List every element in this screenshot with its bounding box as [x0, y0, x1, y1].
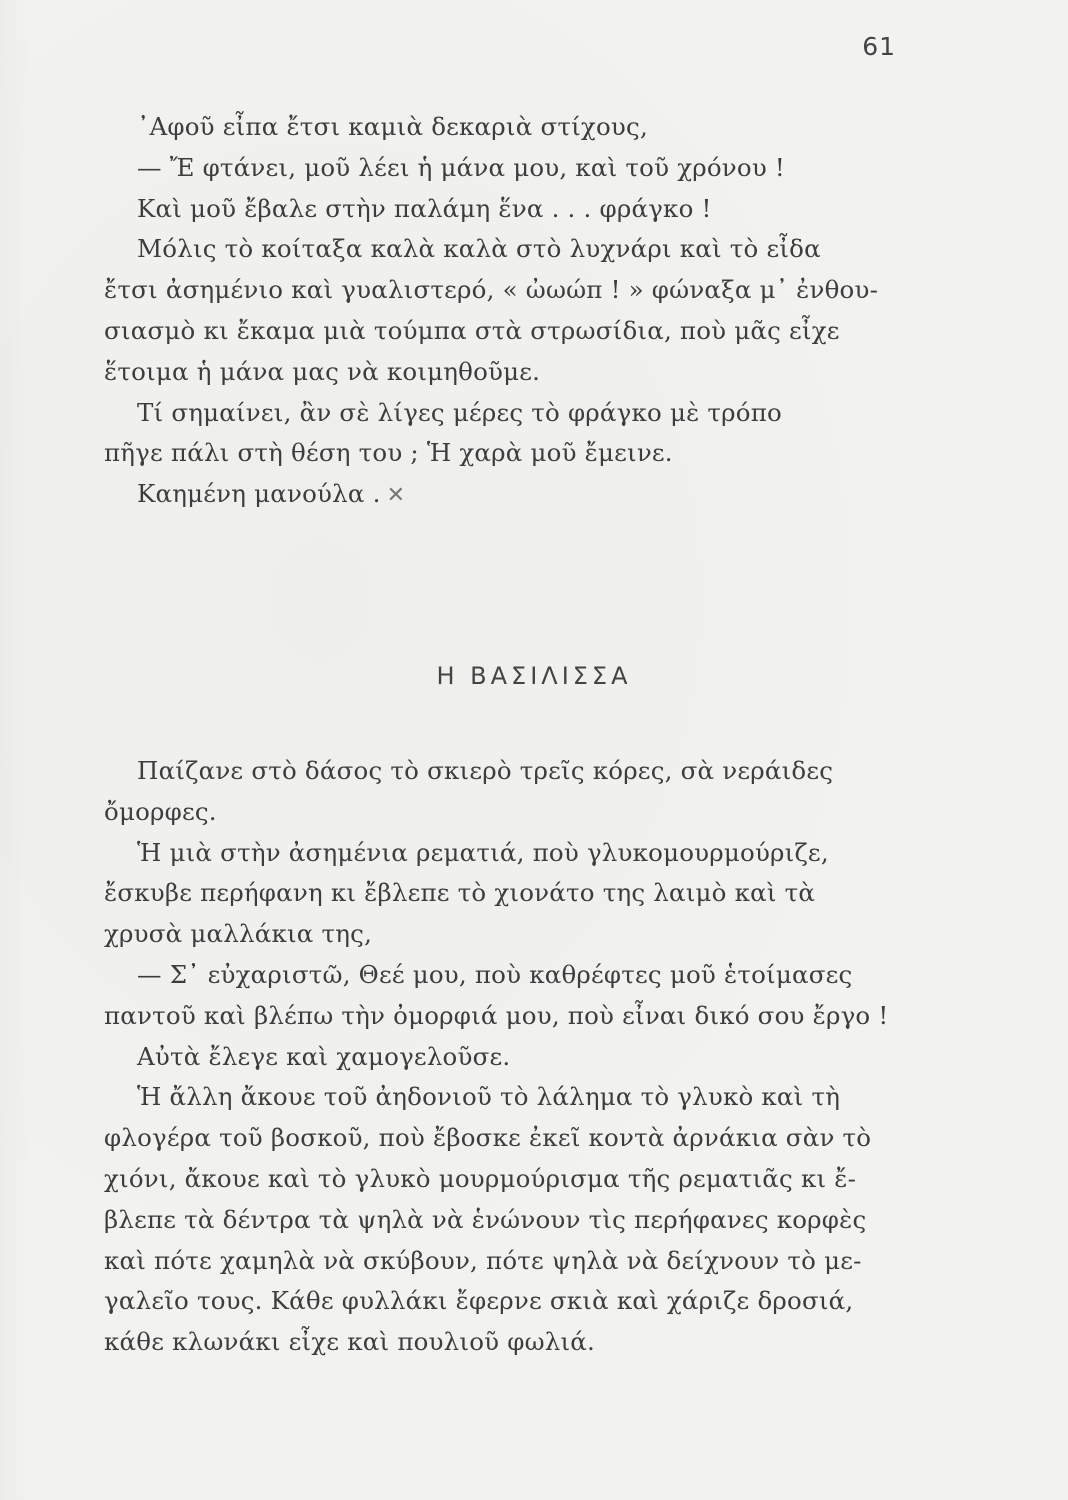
- text-line: καὶ πότε χαμηλὰ νὰ σκύβουν, πότε ψηλὰ νὰ δείχνουν τὸ με-: [104, 1245, 862, 1275]
- text-line: ἕτοιμα ἡ μάνα μας νὰ κοιμηθοῦμε.: [104, 356, 541, 386]
- end-mark-icon: ✕: [386, 483, 406, 509]
- text-line: βλεπε τὰ δέντρα τὰ ψηλὰ νὰ ἑνώνουν τὶς περήφανες κορφὲς: [104, 1204, 867, 1234]
- text-line: χιόνι, ἄκουε καὶ τὸ γλυκὸ μουρμούρισμα τῆς ρεματιᾶς κι ἔ-: [104, 1163, 857, 1193]
- text-line: ἔσκυβε περήφανη κι ἔβλεπε τὸ χιονάτο της λαιμὸ καὶ τὰ: [104, 878, 816, 908]
- text-line: Μόλις τὸ κοίταξα καλὰ καλὰ στὸ λυχνάρι καὶ τὸ εἶδα: [137, 234, 821, 264]
- section-2-text: [104, 751, 924, 1363]
- text-line: παντοῦ καὶ βλέπω τὴν ὀμορφιά μου, ποὺ εἶναι δικό σου ἔργο !: [104, 1000, 889, 1030]
- text-line: — Ἔ φτάνει, μοῦ λέει ἡ μάνα μου, καὶ τοῦ χρόνου !: [137, 152, 785, 182]
- text-line: σιασμὸ κι ἔκαμα μιὰ τούμπα στὰ στρωσίδια, ποὺ μᾶς εἶχε: [104, 315, 840, 345]
- text-line: κάθε κλωνάκι εἶχε καὶ πουλιοῦ φωλιά.: [104, 1327, 596, 1357]
- text-line: Ἡ ἄλλη ἄκουε τοῦ ἀηδονιοῦ τὸ λάλημα τὸ γλυκὸ καὶ τὴ: [137, 1082, 841, 1112]
- text-line: ᾽Αφοῦ εἶπα ἔτσι καμιὰ δεκαριὰ στίχους,: [137, 112, 648, 141]
- text-line: φλογέρα τοῦ βοσκοῦ, ποὺ ἔβοσκε ἐκεῖ κοντὰ ἀρνάκια σὰν τὸ: [104, 1123, 872, 1153]
- text-line-last: [104, 474, 924, 515]
- section-1-text: [104, 107, 924, 515]
- text-line: χρυσὰ μαλλάκια της,: [104, 919, 373, 949]
- text-line: ἔτσι ἀσημένιο καὶ γυαλιστερό, « ὠωώπ ! » φώναξα μ᾽ ἐνθου-: [104, 275, 879, 305]
- text-line: γαλεῖο τους. Κάθε φυλλάκι ἔφερνε σκιὰ καὶ χάριζε δροσιά,: [104, 1286, 854, 1316]
- text-line: Τί σημαίνει, ἂν σὲ λίγες μέρες τὸ φράγκο μὲ τρόπο: [137, 397, 782, 427]
- text-line: πῆγε πάλι στὴ θέση του ; Ἡ χαρὰ μοῦ ἔμεινε.: [104, 438, 673, 468]
- text-line: Ἡ μιὰ στὴν ἀσημένια ρεματιά, ποὺ γλυκομουρμούριζε,: [137, 837, 829, 867]
- text-line: Παίζανε στὸ δάσος τὸ σκιερὸ τρεῖς κόρες, σὰ νεράιδες: [137, 756, 834, 785]
- text-line: — Σ᾽ εὐχαριστῶ, Θεέ μου, ποὺ καθρέφτες μοῦ ἑτοίμασες: [137, 959, 853, 989]
- last-line-text: Καημένη μανούλα .: [137, 479, 381, 509]
- section-heading: Η ΒΑΣΙΛΙΣΣΑ: [436, 662, 632, 690]
- text-line: Αὐτὰ ἔλεγε καὶ χαμογελοῦσε.: [137, 1041, 511, 1071]
- text-line: ὄμορφες.: [104, 796, 217, 826]
- text-line: Καὶ μοῦ ἔβαλε στὴν παλάμη ἕνα . . . φράγκο !: [137, 193, 712, 223]
- page-number: 61: [862, 32, 896, 61]
